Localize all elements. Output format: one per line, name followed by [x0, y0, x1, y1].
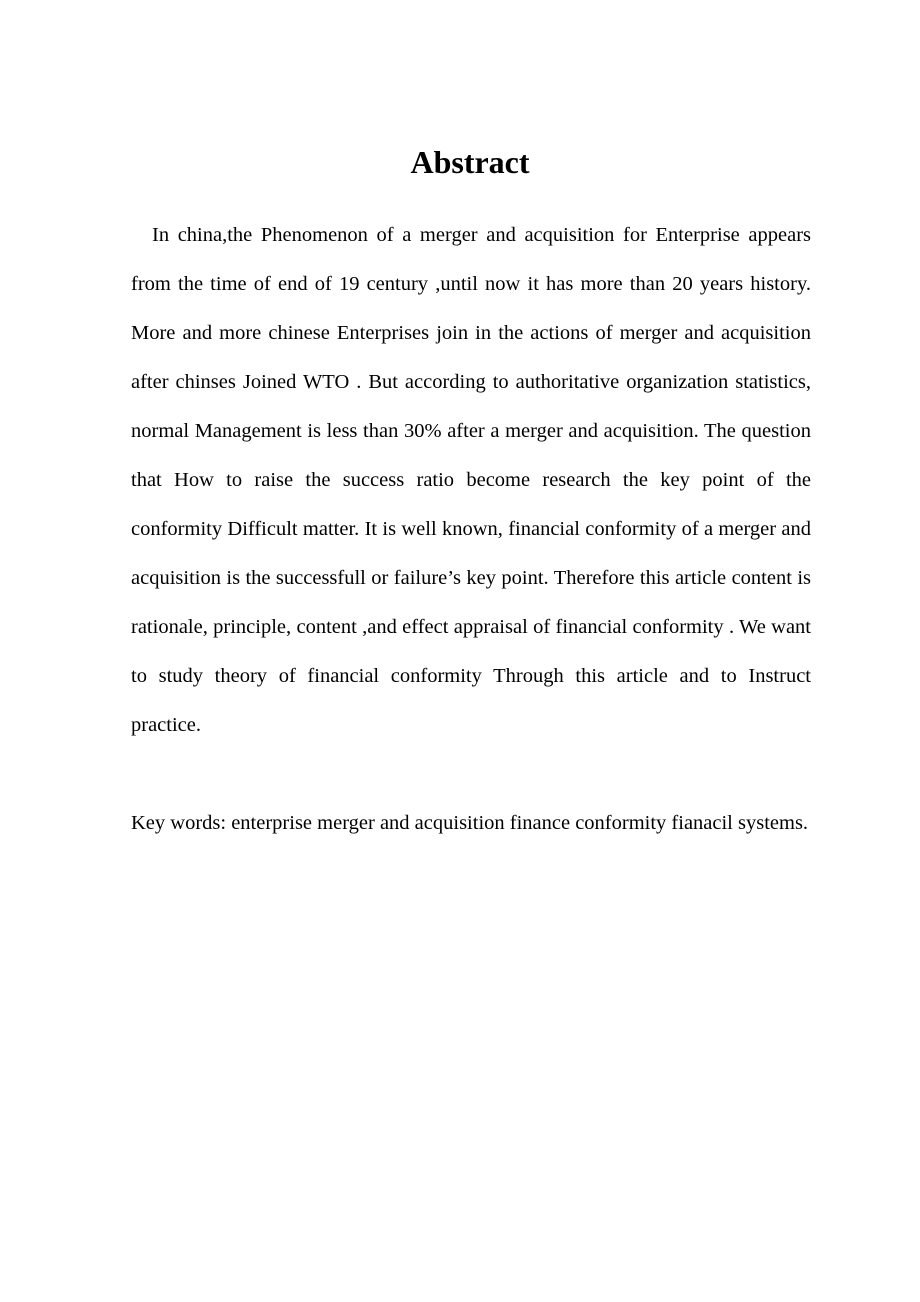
keywords-paragraph: Key words: enterprise merger and acquisition finance conformity fianacil systems. [131, 812, 809, 834]
abstract-paragraph: In china,the Phenomenon of a merger and acquisition for Enterprise appears from the time of end of 19 century ,until now it has more than 20 years history. More and more chinese Enterprises join in the actions of merger and acquisition after chinses Joined WTO . But according to authoritative organization statistics, normal Management is less than 30% after a merger and acquisition. The question that How to raise the success ratio become research the key point of the conformity Difficult matter. It is well known, financial conformity of a merger and acquisition is the successfull or failure’s key point. Therefore this article content is rationale, principle, content ,and effect appraisal of financial conformity . We want to study theory of financial conformity Through this article and to Instruct practice. [131, 224, 811, 736]
page-title: Abstract [410, 144, 530, 180]
